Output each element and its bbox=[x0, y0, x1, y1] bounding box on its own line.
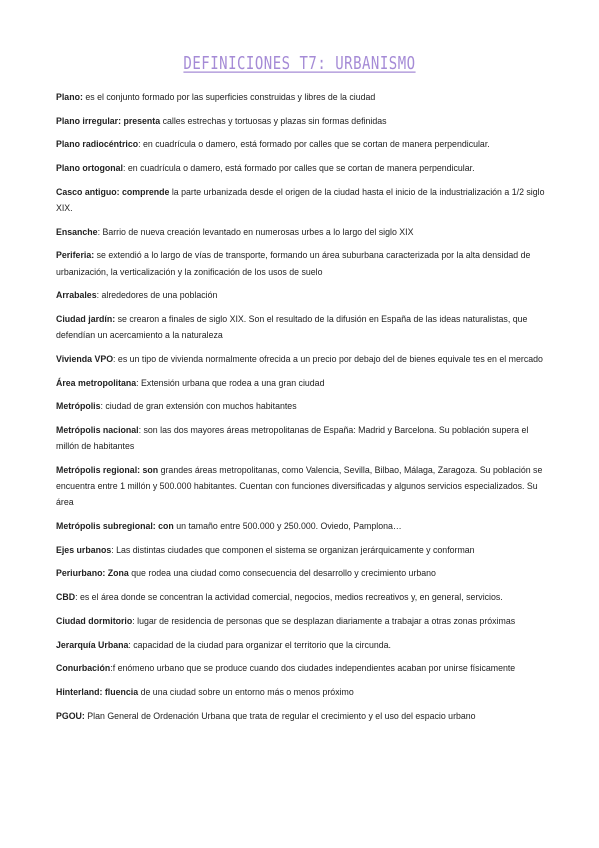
definition-term: Metrópolis nacional bbox=[56, 425, 139, 436]
definition-item bbox=[56, 398, 548, 414]
definition-text: : es un tipo de vivienda normalmente ofrecida a un precio por debajo del de bienes equivale tes en el mercado bbox=[113, 353, 543, 364]
definition-item bbox=[56, 613, 548, 629]
definition-text: : en cuadrícula o damero, está formado por calles que se cortan de manera perpendicular. bbox=[138, 139, 490, 150]
definition-text: : lugar de residencia de personas que se desplazan diariamente a trabajar a otras zonas próximas bbox=[132, 615, 516, 626]
definition-item bbox=[56, 462, 548, 511]
definition-item bbox=[56, 311, 548, 343]
definition-text: : ciudad de gran extensión con muchos habitantes bbox=[100, 401, 297, 412]
definition-text: grandes áreas metropolitanas, como Valencia, Sevilla, Bilbao, Málaga, Zaragoza. Su población se encuentra entre 1 millón y 500.000 habitantes. Cuentan con funciones diversificadas y algunos servicios especializados. Su área bbox=[56, 464, 543, 508]
definition-item bbox=[56, 247, 548, 279]
definition-term: Metrópolis regional: son bbox=[56, 464, 159, 475]
definition-item bbox=[56, 184, 548, 216]
definition-text: : alrededores de una población bbox=[96, 290, 218, 301]
definition-text: se extendió a lo largo de vías de transporte, formando un área suburbana caracterizada por la alta densidad de urbanización, la verticalización y la zonificación de los usos de suelo bbox=[56, 250, 531, 277]
definition-text: Plan General de Ordenación Urbana que trata de regular el crecimiento y el uso del espacio urbano bbox=[84, 710, 476, 721]
definition-item bbox=[56, 422, 548, 454]
definition-text: : es el área donde se concentran la actividad comercial, negocios, medios recreativos y, en general, servicios. bbox=[75, 592, 503, 603]
definition-text: es el conjunto formado por las superficies construidas y libres de la ciudad bbox=[82, 92, 376, 102]
definition-item bbox=[56, 136, 548, 152]
definition-term: Metrópolis bbox=[56, 401, 101, 412]
definition-item bbox=[56, 637, 548, 653]
definition-item bbox=[56, 351, 548, 367]
definition-term: Área metropolitana bbox=[56, 377, 137, 388]
definition-item bbox=[56, 287, 548, 303]
definition-term: Ciudad dormitorio bbox=[56, 615, 133, 626]
definition-item bbox=[56, 113, 548, 129]
definition-text: : en cuadrícula o damero, está formado por calles que se cortan de manera perpendicular. bbox=[122, 163, 475, 174]
definition-term: Periferia: bbox=[56, 250, 97, 261]
definition-term: Ensanche bbox=[56, 226, 98, 237]
definition-item bbox=[56, 160, 548, 176]
definition-term: Metrópolis subregional: con bbox=[56, 521, 174, 532]
page-title: DEFINICIONES T7: URBANISMO bbox=[183, 54, 416, 74]
definition-item bbox=[56, 708, 548, 724]
definition-term: CBD bbox=[56, 592, 76, 603]
definition-item bbox=[56, 375, 548, 391]
definitions-list bbox=[56, 89, 548, 731]
definition-text: un tamaño entre 500.000 y 250.000. Oviedo, Pamplona… bbox=[173, 521, 402, 532]
definition-term: Plano ortogonal bbox=[56, 163, 123, 174]
definition-term: PGOU: bbox=[56, 710, 85, 721]
definition-term: Periurbano: Zona bbox=[56, 568, 129, 579]
definition-term: Casco antiguo: comprende bbox=[56, 186, 170, 197]
definition-text: calles estrechas y tortuosas y plazas sin formas definidas bbox=[160, 115, 387, 126]
definition-text: que rodea una ciudad como consecuencia del desarrollo y crecimiento urbano bbox=[128, 568, 436, 579]
definition-text: la parte urbanizada desde el origen de la ciudad hasta el inicio de la industrialización a 1/2 siglo XIX. bbox=[56, 186, 545, 214]
definition-text: : Las distintas ciudades que componen el sistema se organizan jerárquicamente y conforman bbox=[111, 544, 475, 555]
definition-item bbox=[56, 589, 548, 605]
definition-item bbox=[56, 542, 548, 558]
definition-text: : Barrio de nueva creación levantado en numerosas urbes a lo largo del siglo XIX bbox=[97, 226, 414, 237]
definition-term: Plano radiocéntrico bbox=[56, 139, 139, 150]
definition-item bbox=[56, 224, 548, 240]
definition-term: Ciudad jardín: bbox=[56, 314, 118, 325]
definition-item bbox=[56, 518, 548, 534]
definition-term: Ejes urbanos bbox=[56, 544, 112, 555]
definition-term: Jerarquía Urbana bbox=[56, 639, 129, 650]
definition-item bbox=[56, 89, 548, 105]
definition-item bbox=[56, 565, 548, 581]
definition-text: : son las dos mayores áreas metropolitanas de España: Madrid y Barcelona. Su población supera el millón de habitantes bbox=[56, 425, 529, 452]
definition-text: :f enómeno urbano que se produce cuando dos ciudades independientes acaban por unirse físicamente bbox=[110, 663, 516, 674]
definition-item bbox=[56, 660, 548, 676]
definition-text: de una ciudad sobre un entorno más o menos próximo bbox=[138, 686, 354, 697]
definition-term: Plano irregular: presenta bbox=[56, 115, 161, 126]
definition-text: se crearon a finales de siglo XIX. Son el resultado de la difusión en España de las ideas naturalistas, que defendían un acercamiento a la naturaleza bbox=[56, 314, 528, 341]
definition-term: Conurbación bbox=[56, 663, 111, 674]
definition-text: : Extensión urbana que rodea a una gran ciudad bbox=[136, 377, 325, 388]
definition-term: Hinterland: fluencia bbox=[56, 686, 139, 697]
definition-item bbox=[56, 684, 548, 700]
definition-text: : capacidad de la ciudad para organizar el territorio que la circunda. bbox=[128, 639, 391, 650]
definition-term: Vivienda VPO bbox=[56, 353, 114, 364]
definition-term: Plano: bbox=[56, 92, 83, 102]
definition-term: Arrabales bbox=[56, 290, 97, 301]
